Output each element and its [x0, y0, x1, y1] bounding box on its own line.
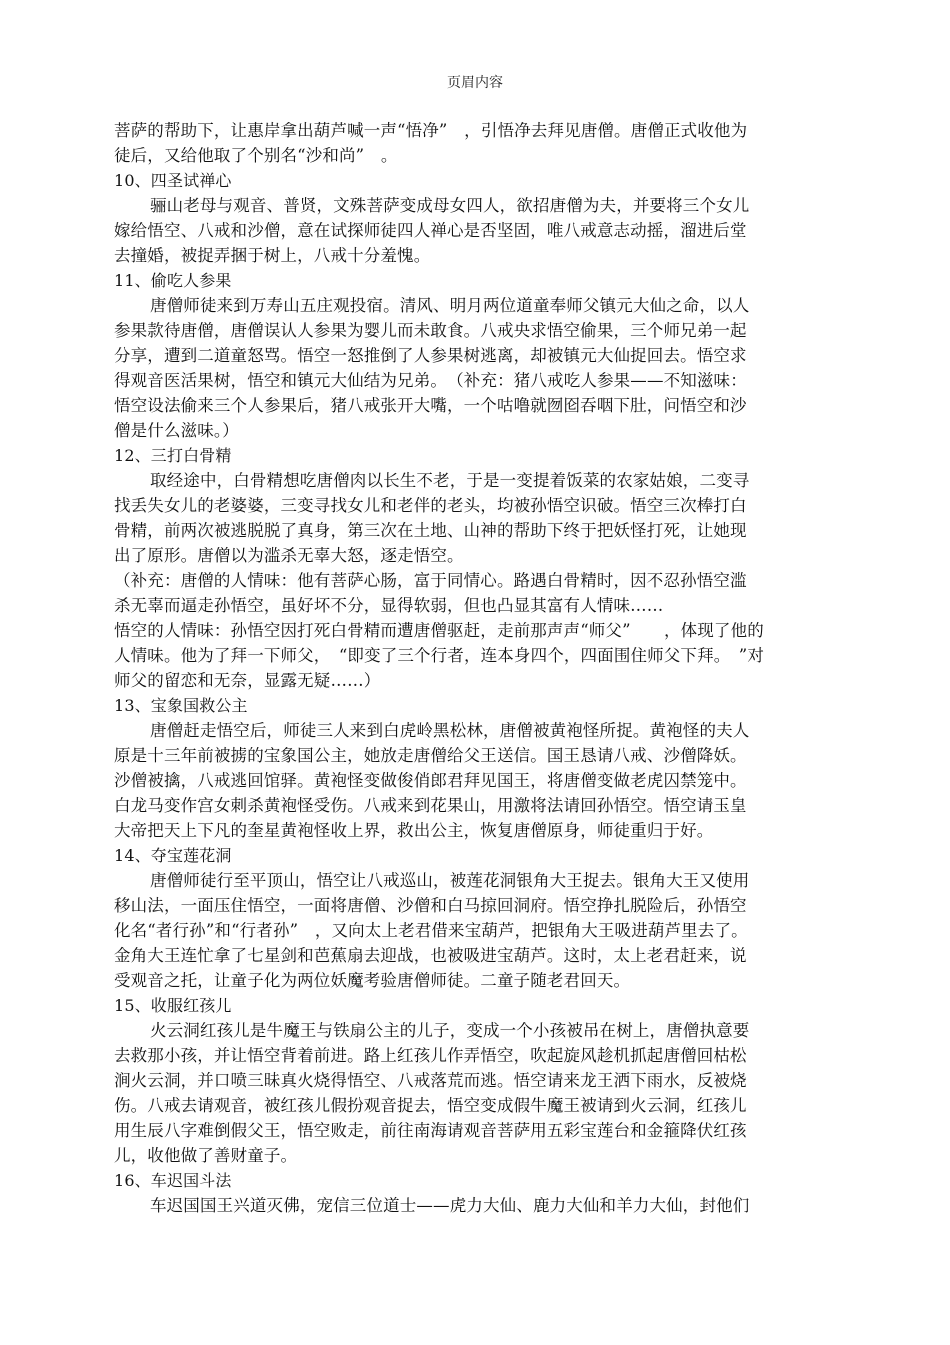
text-line: 悟空设法偷来三个人参果后，猪八戒张开大嘴，一个咕噜就囫囵吞咽下肚，问悟空和沙	[114, 396, 747, 415]
section-heading: 14、夺宝莲花洞	[114, 846, 232, 865]
text-line: 化名“者行孙”和“行者孙” ，又向太上老君借来宝葫芦，把银角大王吸进葫芦里去了。	[114, 921, 748, 940]
text-line: 骊山老母与观音、普贤，文殊菩萨变成母女四人，欲招唐僧为夫，并要将三个女儿	[150, 196, 750, 215]
text-line: 徒后，又给他取了个别名“沙和尚” 。	[114, 146, 398, 165]
text-line: 涧火云洞，并口喷三昧真火烧得悟空、八戒落荒而逃。悟空请来龙王洒下雨水，反被烧	[114, 1071, 747, 1090]
text-line: 出了原形。唐僧以为滥杀无辜大怒，逐走悟空。	[114, 546, 464, 565]
text-line: 分享，遭到二道童怒骂。悟空一怒推倒了人参果树逃离，却被镇元大仙捉回去。悟空求	[114, 346, 747, 365]
text-line: 去撞婚，被捉弄捆于树上，八戒十分羞愧。	[114, 246, 431, 265]
section-heading: 16、车迟国斗法	[114, 1171, 232, 1190]
text-line: 师父的留恋和无奈，显露无疑……）	[114, 671, 381, 690]
text-line: 沙僧被擒，八戒逃回馆驿。黄袍怪变做俊俏郎君拜见国王，将唐僧变做老虎囚禁笼中。	[114, 771, 747, 790]
text-line: 得观音医活果树，悟空和镇元大仙结为兄弟。 （补充：猪八戒吃人参果——不知滋味：	[114, 371, 747, 390]
section-heading: 15、收服红孩儿	[114, 996, 232, 1015]
text-line: 悟空的人情味：孙悟空因打死白骨精而遭唐僧驱赶，走前那声声“师父” ，体现了他的	[114, 621, 764, 640]
text-line: 唐僧师徒来到万寿山五庄观投宿。清风、明月两位道童奉师父镇元大仙之命，以人	[150, 296, 750, 315]
section-heading: 10、四圣试禅心	[114, 171, 232, 190]
text-line: 伤。八戒去请观音，被红孩儿假扮观音捉去，悟空变成假牛魔王被请到火云洞，红孩儿	[114, 1096, 747, 1115]
text-line: 大帝把天上下凡的奎星黄袍怪收上界，救出公主，恢复唐僧原身，师徒重归于好。	[114, 821, 714, 840]
text-line: 找丢失女儿的老婆婆，三变寻找女儿和老伴的老头，均被孙悟空识破。悟空三次棒打白	[114, 496, 747, 515]
text-line: 金角大王连忙拿了七星剑和芭蕉扇去迎战，也被吸进宝葫芦。这时，太上老君赶来，说	[114, 946, 747, 965]
text-line: 人情味。他为了拜一下师父， “即变了三个行者，连本身四个，四面围住师父下拜。 ”对	[114, 646, 765, 665]
text-line: 嫁给悟空、八戒和沙僧，意在试探师徒四人禅心是否坚固，唯八戒意志动摇，溜进后堂	[114, 221, 747, 240]
text-line: 唐僧师徒行至平顶山，悟空让八戒巡山，被莲花洞银角大王捉去。银角大王又使用	[150, 871, 750, 890]
text-line: 用生辰八字难倒假父王，悟空败走，前往南海请观音菩萨用五彩宝莲台和金箍降伏红孩	[114, 1121, 747, 1140]
text-line: 火云洞红孩儿是牛魔王与铁扇公主的儿子，变成一个小孩被吊在树上，唐僧执意要	[150, 1021, 750, 1040]
text-line: 移山法，一面压住悟空，一面将唐僧、沙僧和白马掠回洞府。悟空挣扎脱险后，孙悟空	[114, 896, 747, 915]
text-line: 车迟国国王兴道灭佛，宠信三位道士——虎力大仙、鹿力大仙和羊力大仙，封他们	[150, 1196, 750, 1215]
text-line: 参果款待唐僧，唐僧误认人参果为婴儿而未敢食。八戒央求悟空偷果，三个师兄弟一起	[114, 321, 747, 340]
text-line: 僧是什么滋味。）	[114, 421, 239, 440]
text-line: 去救那小孩，并让悟空背着前进。路上红孩儿作弄悟空，吹起旋风趁机抓起唐僧回枯松	[114, 1046, 747, 1065]
text-line: 杀无辜而逼走孙悟空，虽好坏不分，显得软弱，但也凸显其富有人情味……	[114, 596, 664, 615]
text-line: 菩萨的帮助下，让惠岸拿出葫芦喊一声“悟净” ，引悟净去拜见唐僧。唐僧正式收他为	[114, 121, 748, 140]
section-heading: 11、偷吃人参果	[114, 271, 232, 290]
page-header: 页眉内容	[447, 75, 503, 91]
text-line: （补充：唐僧的人情味：他有菩萨心肠，富于同情心。路遇白骨精时，因不忍孙悟空滥	[114, 571, 747, 590]
text-line: 白龙马变作宫女刺杀黄袍怪受伤。八戒来到花果山，用激将法请回孙悟空。悟空请玉皇	[114, 796, 747, 815]
text-line: 儿，收他做了善财童子。	[114, 1146, 298, 1165]
text-line: 受观音之托，让童子化为两位妖魔考验唐僧师徒。二童子随老君回天。	[114, 971, 631, 990]
text-line: 原是十三年前被掳的宝象国公主，她放走唐僧给父王送信。国王恳请八戒、沙僧降妖。	[114, 746, 747, 765]
section-heading: 13、宝象国救公主	[114, 696, 248, 715]
text-line: 骨精，前两次被逃脱脱了真身，第三次在土地、山神的帮助下终于把妖怪打死，让她现	[114, 521, 747, 540]
section-heading: 12、三打白骨精	[114, 446, 232, 465]
text-line: 唐僧赶走悟空后，师徒三人来到白虎岭黑松林，唐僧被黄袍怪所捉。黄袍怪的夫人	[150, 721, 750, 740]
text-line: 取经途中，白骨精想吃唐僧肉以长生不老，于是一变提着饭菜的农家姑娘，二变寻	[150, 471, 750, 490]
